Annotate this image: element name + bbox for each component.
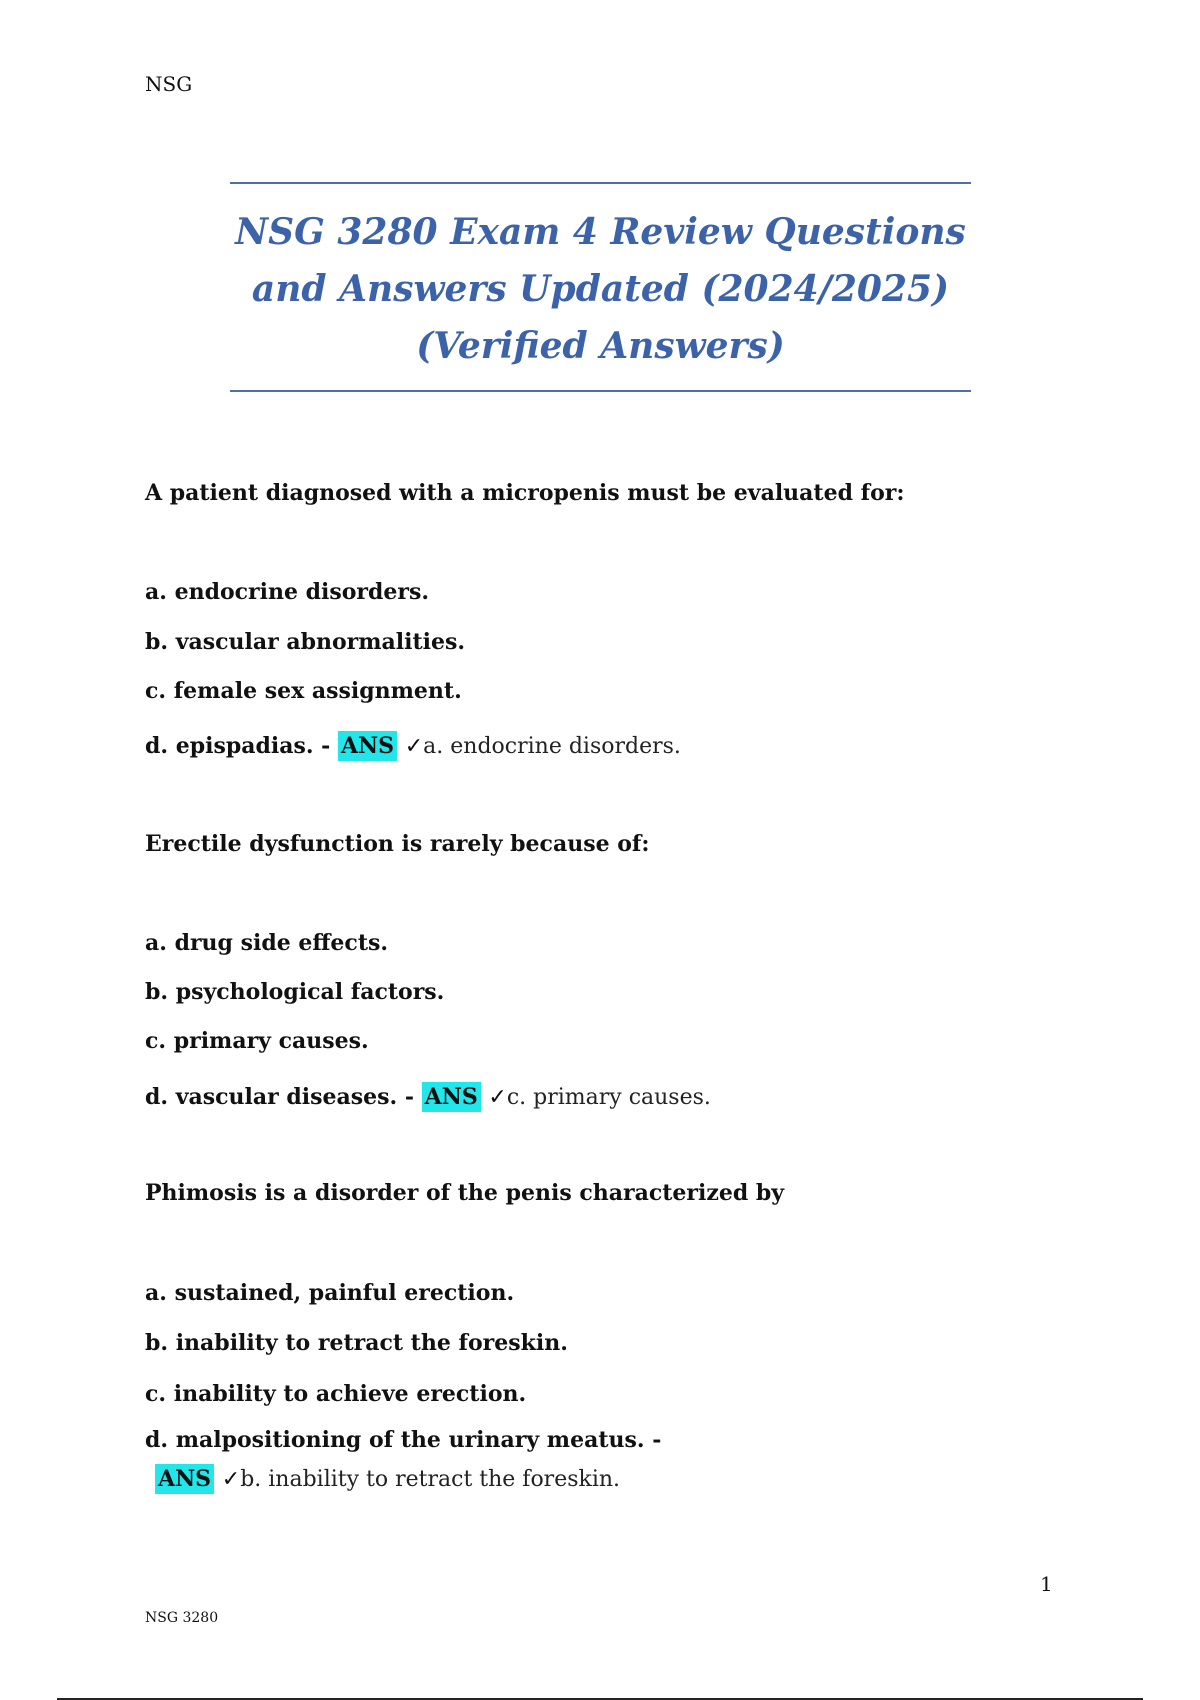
answer-badge: ANS [155,1464,214,1494]
question-1-option-b: b. vascular abnormalities. [145,629,466,655]
question-2-option-a: a. drug side effects. [145,930,389,956]
page-number: 1 [1040,1572,1053,1596]
question-2-answer: c. primary causes. [506,1085,711,1110]
question-3-stem: Phimosis is a disorder of the penis characterized by [145,1180,785,1206]
question-3-answer: b. inability to retract the foreskin. [240,1467,621,1492]
check-icon: ✓ [404,734,424,759]
question-3-option-d: d. malpositioning of the urinary meatus. - [145,1427,662,1453]
question-1-option-a: a. endocrine disorders. [145,579,430,605]
check-icon: ✓ [221,1467,241,1492]
question-2-option-d-answer [145,1084,711,1110]
question-3-option-a: a. sustained, painful erection. [145,1280,515,1306]
question-1-option-c: c. female sex assignment. [145,678,462,704]
answer-badge: ANS [338,731,397,761]
answer-badge: ANS [422,1082,481,1112]
question-2-option-b: b. psychological factors. [145,979,445,1005]
question-1-answer: a. endocrine disorders. [423,734,681,759]
question-1-stem: A patient diagnosed with a micropenis must be evaluated for: [145,480,905,506]
title-rule-bottom [230,390,971,392]
page-footer: NSG 3280 [145,1610,219,1626]
question-2-stem: Erectile dysfunction is rarely because of: [145,831,650,857]
question-3-option-b: b. inability to retract the foreskin. [145,1330,568,1356]
check-icon: ✓ [488,1085,507,1110]
question-1-option-d: d. epispadias. - [145,733,331,759]
page-header: NSG [145,72,193,96]
question-3-option-c: c. inability to achieve erection. [145,1381,527,1407]
title-block [230,182,971,392]
title-rule-top [230,182,971,184]
question-1-option-d-answer [145,733,681,759]
document-title: NSG 3280 Exam 4 Review Questions and Answers Updated (2024/2025) (Verified Answers) [235,211,966,367]
question-2-option-d: d. vascular diseases. - [145,1084,414,1110]
question-3-answer-line [155,1466,620,1492]
question-2-option-c: c. primary causes. [145,1028,369,1054]
